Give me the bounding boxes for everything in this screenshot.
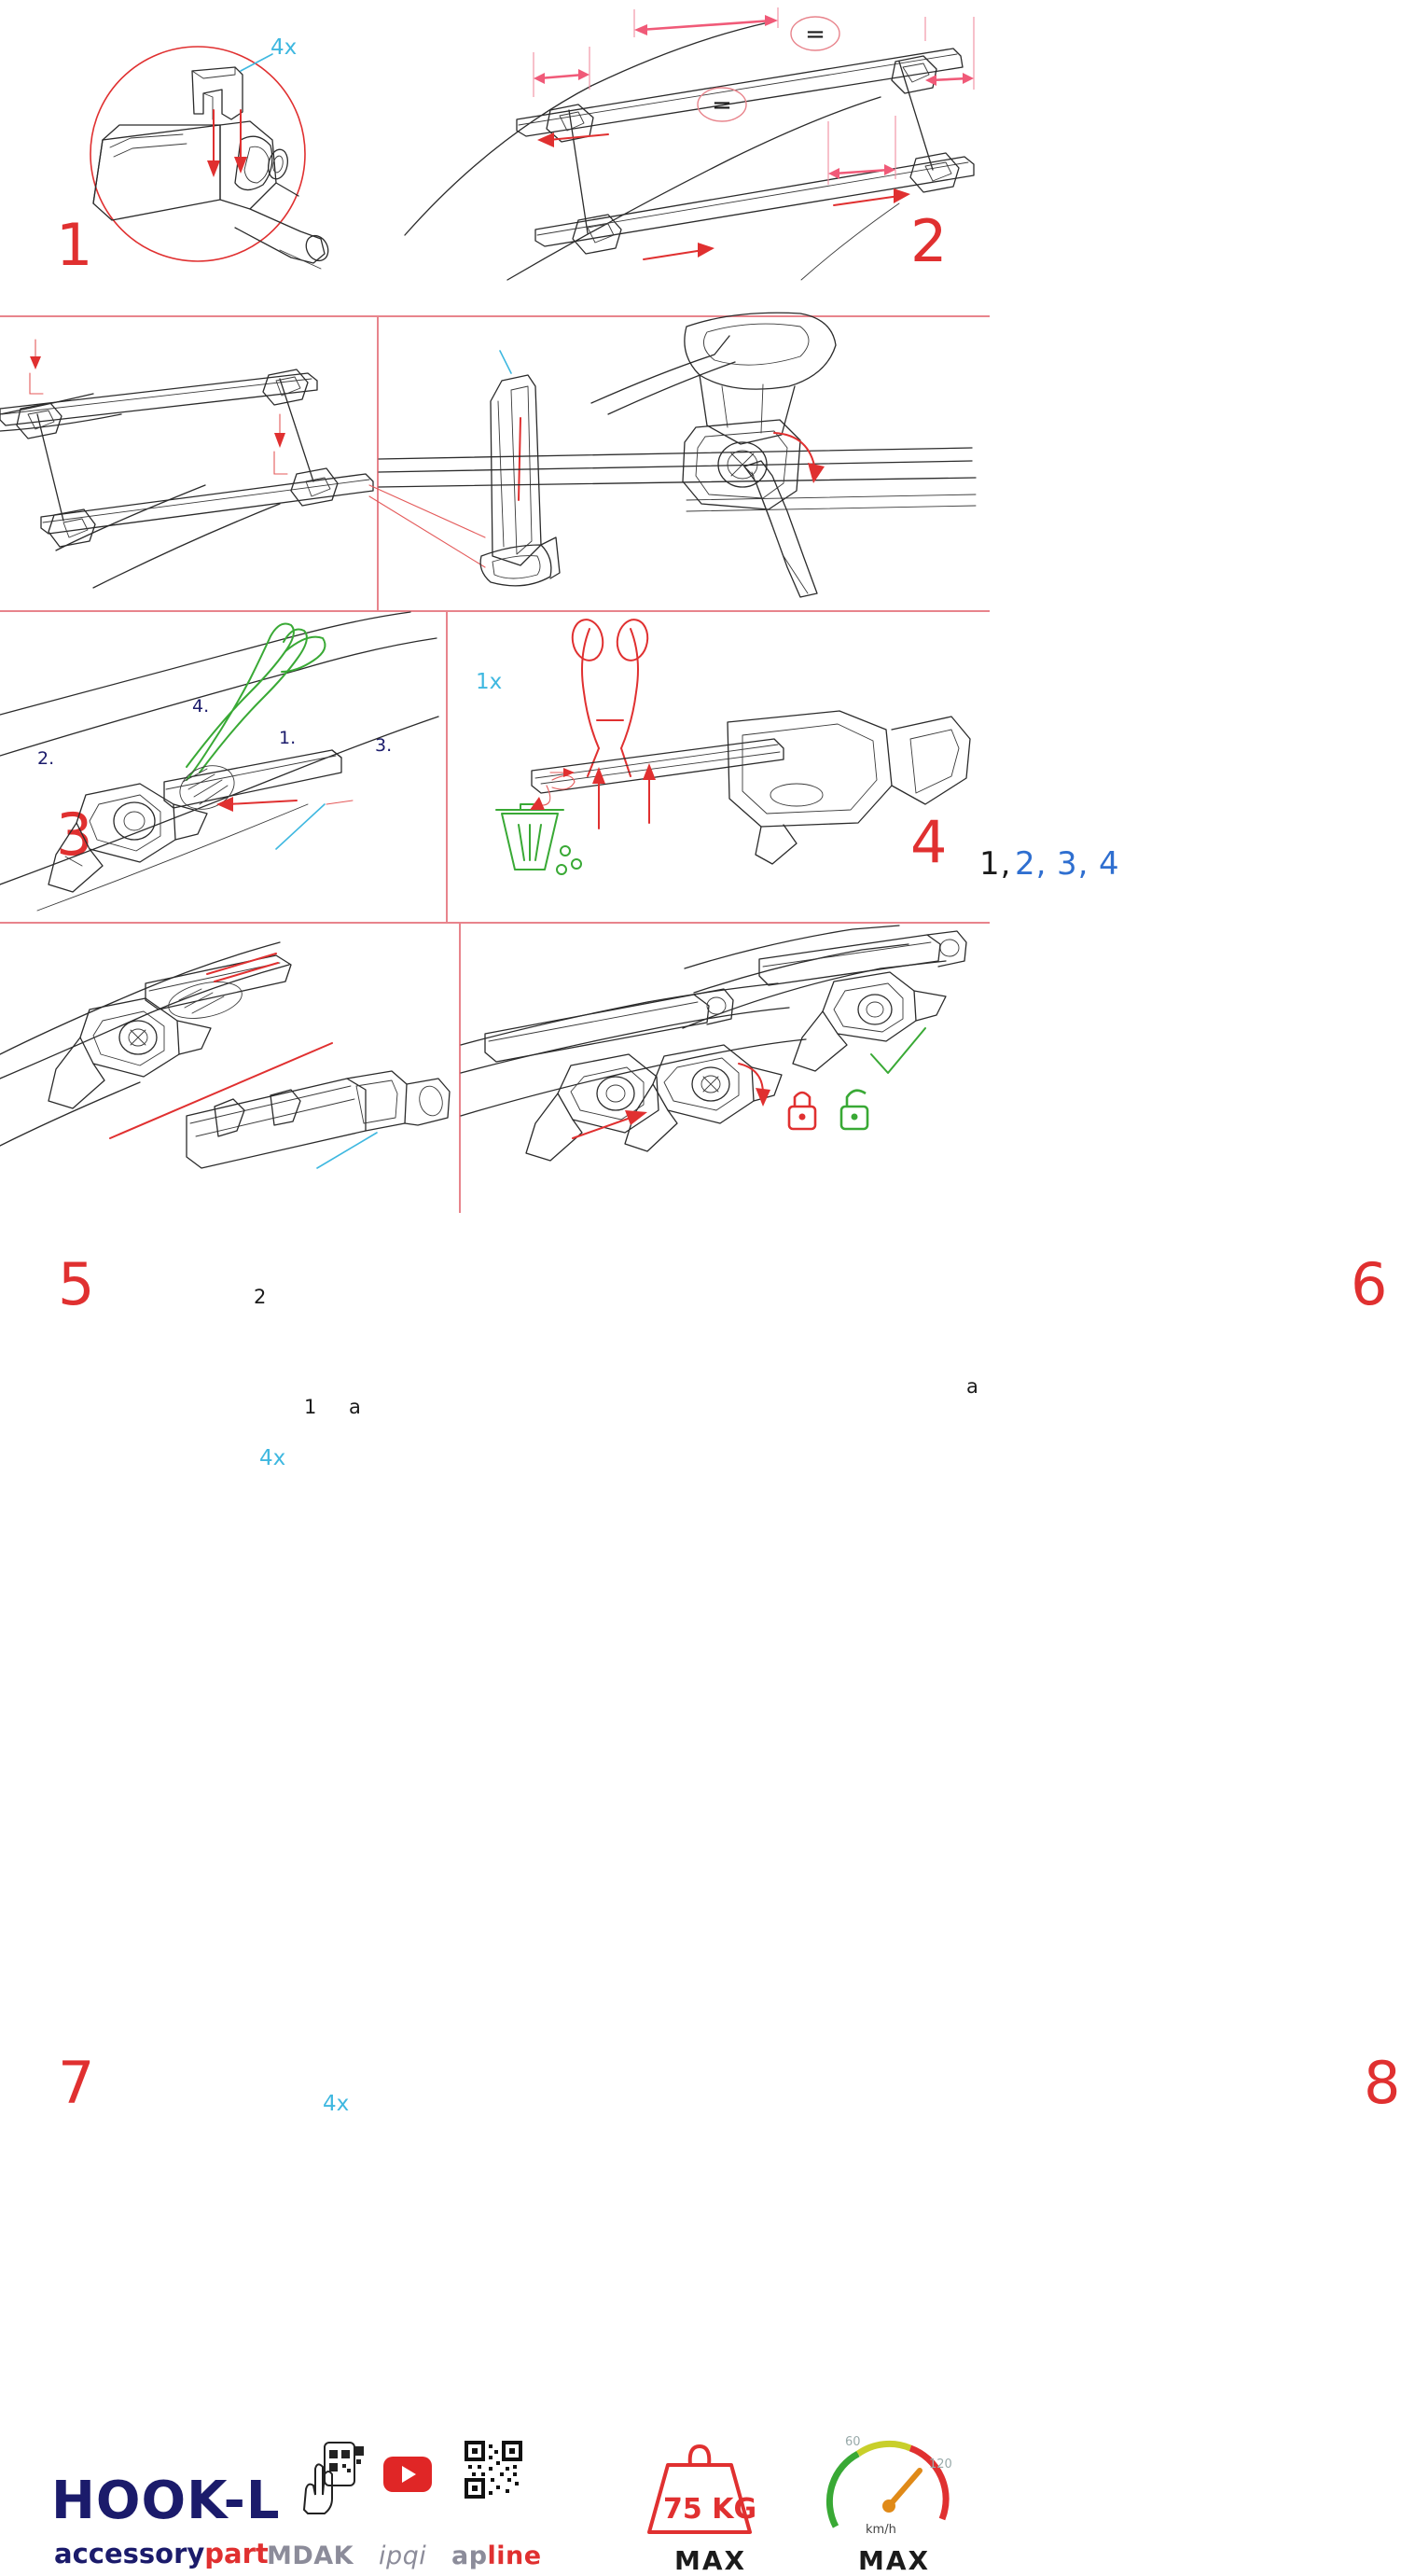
youtube-icon[interactable]	[382, 2456, 433, 2493]
partner-apline	[451, 2541, 542, 2570]
step-8-panel	[461, 924, 1401, 2117]
step-4-seq-3: 3,	[1057, 845, 1089, 883]
speed-tick-120: 120	[929, 2458, 952, 2472]
partner-ipqi: ipqi	[379, 2541, 427, 2570]
step-4-illustration	[379, 317, 990, 610]
brand-name-main: accessory	[54, 2538, 205, 2569]
load-limit-caption: MAX	[674, 2545, 747, 2576]
qr-code-icon	[465, 2441, 522, 2499]
step-7-panel	[0, 924, 459, 2117]
qr-scan-hand-icon	[300, 2441, 368, 2515]
step-3-number: 3	[56, 801, 94, 869]
step-3-panel	[0, 317, 503, 869]
step-1-quantity-label: 4x	[270, 35, 298, 60]
step-5-label-a: a	[349, 1396, 361, 1418]
step-5-label-1: 1	[304, 1396, 317, 1418]
partner-mdak: MDAK	[267, 2541, 354, 2570]
speed-limit-caption: MAX	[858, 2545, 931, 2576]
speed-tick-60: 60	[845, 2435, 861, 2449]
step-4-seq-2: 2,	[1015, 845, 1047, 883]
step-3-illustration	[0, 317, 377, 610]
step-5-label-2: 2	[254, 1286, 267, 1308]
brand-name	[54, 2538, 269, 2569]
step-8-illustration	[461, 924, 990, 1213]
load-limit-value: 75 KG	[663, 2493, 757, 2526]
lock-open-icon	[841, 1091, 867, 1129]
step-7-illustration	[0, 924, 459, 1213]
svg-text:=: =	[712, 91, 732, 119]
step-3-order-label-3: 3.	[375, 735, 393, 756]
step-6-illustration	[448, 612, 990, 922]
step-6-label-a: a	[966, 1375, 978, 1398]
step-2-illustration	[377, 0, 990, 315]
product-title: HOOK-L	[51, 2471, 281, 2531]
step-3-quantity-label: 1x	[476, 670, 503, 694]
step-3-order-label-1: 1.	[279, 728, 297, 748]
step-5-number: 5	[58, 1250, 96, 1318]
svg-text:=: =	[805, 21, 825, 49]
step-5-quantity-label: 4x	[259, 1446, 286, 1470]
speed-unit: km/h	[866, 2523, 896, 2537]
step-3-order-label-2: 2.	[37, 748, 55, 769]
step-6-number: 6	[1351, 1250, 1389, 1318]
step-7-quantity-label: 4x	[323, 2092, 350, 2116]
step-6-panel	[448, 612, 1389, 1398]
partner-apline-accent: line	[487, 2541, 542, 2570]
step-4-seq-4: 4	[1099, 845, 1120, 883]
step-2-panel	[377, 0, 990, 315]
step-5-panel	[0, 612, 446, 1470]
step-2-number: 2	[910, 207, 949, 275]
partner-apline-main: ap	[451, 2541, 488, 2570]
step-3-order-label-4: 4.	[192, 696, 210, 717]
step-7-number: 7	[58, 2049, 96, 2117]
step-5-illustration	[0, 612, 446, 922]
step-4-number: 4	[910, 808, 949, 876]
step-1-panel	[0, 0, 377, 315]
lock-closed-icon	[789, 1093, 815, 1129]
step-4-seq-1: 1,	[979, 845, 1012, 883]
step-1-number: 1	[56, 211, 94, 279]
step-8-number: 8	[1364, 2049, 1401, 2117]
brand-name-accent: part	[204, 2538, 269, 2569]
